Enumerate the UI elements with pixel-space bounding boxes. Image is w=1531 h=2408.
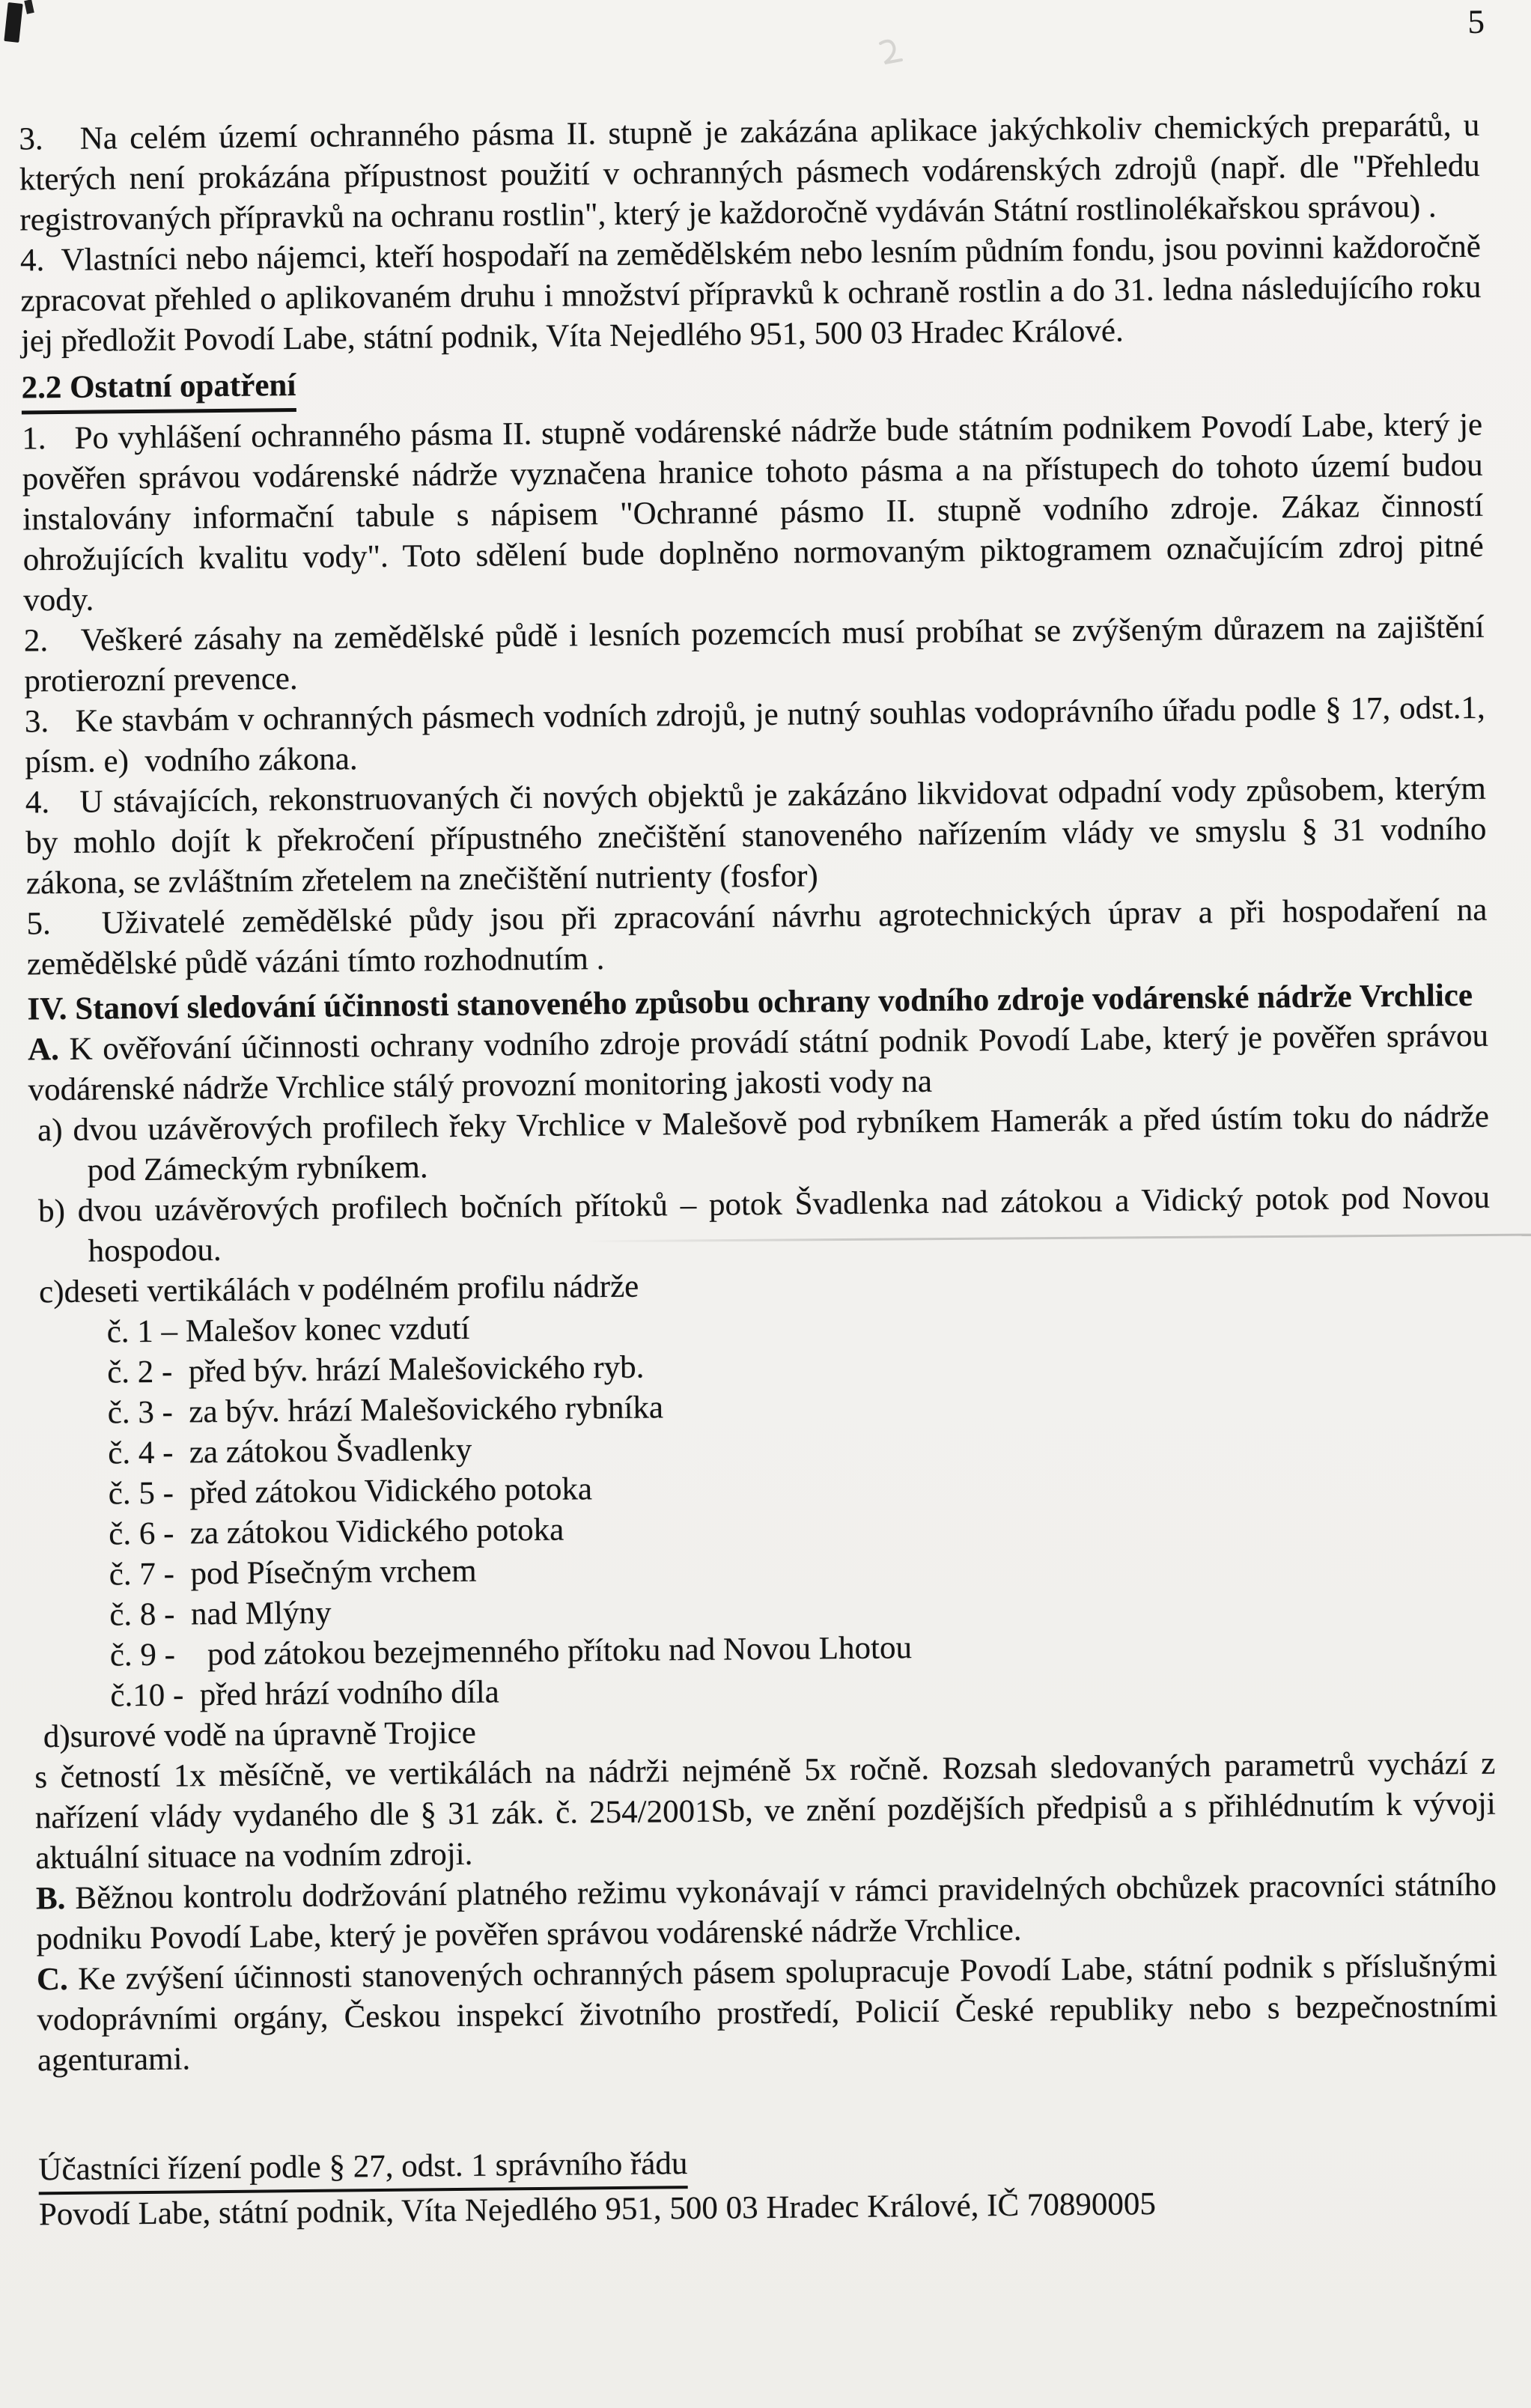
point-c-text: Ke zvýšení účinnosti stanovených ochranných pásem spolupracuje Povodí Labe, státní podnik s příslušnými vodoprávními orgány, Českou inspekcí životního prostředí, Policií České republiky nebo s bezpečnostními agenturami. xyxy=(37,1948,1498,2079)
point-a-label: A. xyxy=(27,1032,60,1068)
list-item-a: a) dvou uzávěrových profilech řeky Vrchlice v Malešově pod rybníkem Hamerák a před ústím toku do nádrže pod Zámeckým rybníkem. xyxy=(37,1098,1490,1188)
point-b xyxy=(36,1865,1497,1960)
verticals-list xyxy=(30,1299,1494,1718)
point-a xyxy=(28,1016,1489,1111)
section-heading-2-2: 2.2 Ostatní opatření xyxy=(21,354,1482,415)
measure-item-3: 3. Ke stavbám v ochranných pásmech vodních zdrojů, je nutný souhlas vodoprávního úřadu podle § 17, odst.1, písm. e) vodního zákona. xyxy=(24,690,1485,780)
vertical-item-10: č.10 - před hrází vodního díla xyxy=(110,1674,499,1714)
participants-heading: Účastníci řízení podle § 27, odst. 1 správního řádu xyxy=(38,2136,1499,2195)
vertical-item-8: č. 8 - nad Mlýny xyxy=(109,1595,332,1633)
measure-item-5: 5. Uživatelé zemědělské půdy jsou při zpracování návrhu agrotechnických úprav a při hospodaření na zemědělské půdě vázáni tímto rozhodnutím . xyxy=(26,892,1488,982)
vertical-item-6: č. 6 - za zátokou Vidického potoka xyxy=(109,1512,564,1552)
section-heading-iv: IV. Stanoví sledování účinnosti stanoveného způsobu ochrany vodního zdroje vodárenské nádrže Vrchlice xyxy=(27,977,1473,1027)
measure-item-4: 4. U stávajících, rekonstruovaných či nových objektů je zakázáno likvidovat odpadní vody způsobem, kterým by mohlo dojít k překročení přípustného znečištění stanoveného nařízením vlády ve smyslu § 31 vodního zákona, se zvláštním zřetelem na znečištění nutrienty (fosfor) xyxy=(25,770,1487,902)
list-item-b: b) dvou uzávěrových profilech bočních přítoků – potok Švadlenka nad zátokou a Vidický potok pod Novou hospodou. xyxy=(37,1179,1491,1269)
list-item-c: c)deseti vertikálách v podélném profilu nádrže xyxy=(38,1268,639,1310)
vertical-item-3: č. 3 - za býv. hrází Malešovického rybníka xyxy=(107,1390,664,1431)
paragraph-4: 4. Vlastníci nebo nájemci, kteří hospodaří na zemědělském nebo lesním půdním fondu, jsou povinni každoročně zpracovat přehled o aplikovaném druhu i množství přípravků k ochraně rostlin a do 31. ledna následujícího roku jej předložit Povodí Labe, státní podnik, Víta Nejedlého 951, 500 03 Hradec Králové. xyxy=(19,228,1482,359)
measure-item-2: 2. Veškeré zásahy na zemědělské půdě i lesních pozemcích musí probíhat se zvýšeným důrazem na zajištění protierozní prevence. xyxy=(23,609,1485,699)
vertical-item-9: č. 9 - pod zátokou bezejmenného přítoku nad Novou Lhotou xyxy=(109,1630,913,1673)
point-a-text: K ověřování účinnosti ochrany vodního zdroje provádí státní podnik Povodí Labe, který je pověřen správou vodárenské nádrže Vrchlice stálý provozní monitoring jakosti vody na xyxy=(28,1018,1489,1108)
vertical-item-5: č. 5 - před zátokou Vidického potoka xyxy=(108,1471,593,1512)
point-c-label: C. xyxy=(36,1962,69,1998)
measure-item-1: 1. Po vyhlášení ochranného pásma II. stupně vodárenské nádrže bude státním podnikem Povodí Labe, který je pověřen správou vodárenské nádrže vyznačena hranice tohoto pásma a na přístupech do tohoto území budou instalovány informační tabule s nápisem "Ochranné pásmo II. stupně vodního zdroje. Zákaz činností ohrožujících kvalitu vody". Toto sdělení bude doplněno normovaným piktogramem označujícím zdroj pitné vody. xyxy=(22,407,1484,618)
point-b-label: B. xyxy=(35,1881,66,1917)
frequency-paragraph: s četností 1x měsíčně, ve vertikálách na nádrži nejméně 5x ročně. Rozsah sledovaných parametrů vychází z nařízení vlády vydaného dle § 31 zák. č. 254/2001Sb, ve znění pozdějších předpisů a s přihlédnutím k vývoji aktuální situace na vodním zdroji. xyxy=(34,1745,1497,1876)
vertical-item-7: č. 7 - pod Písečným vrchem xyxy=(109,1553,477,1593)
vertical-item-2: č. 2 - před býv. hrází Malešovického ryb. xyxy=(106,1349,645,1390)
point-b-text: Běžnou kontrolu dodržování platného režimu vykonávají v rámci pravidelných obchůzek pracovníci státního podniku Povodí Labe, který je pověřen správou vodárenské nádrže Vrchlice. xyxy=(36,1867,1497,1957)
vertical-item-1: č. 1 – Malešov konec vzdutí xyxy=(106,1310,470,1350)
paragraph-3: 3. Na celém území ochranného pásma II. stupně je zakázána aplikace jakýchkoliv chemických preparátů, u kterých není prokázána přípustnost použití v ochranných pásmech vodárenských zdrojů (např. dle "Přehledu registrovaných přípravků na ochranu rostlin", který je každoročně vydáván Státní rostlinolékařskou správou) . xyxy=(19,107,1481,238)
page-number: 5 xyxy=(1467,2,1485,40)
list-item-d: d)surové vodě na úpravně Trojice xyxy=(43,1715,477,1755)
participants-line: Povodí Labe, státní podnik, Víta Nejedlého 951, 500 03 Hradec Králové, IČ 70890005 xyxy=(38,2186,1157,2233)
point-c xyxy=(37,1946,1498,2082)
vertical-item-4: č. 4 - za zátokou Švadlenky xyxy=(108,1432,472,1471)
